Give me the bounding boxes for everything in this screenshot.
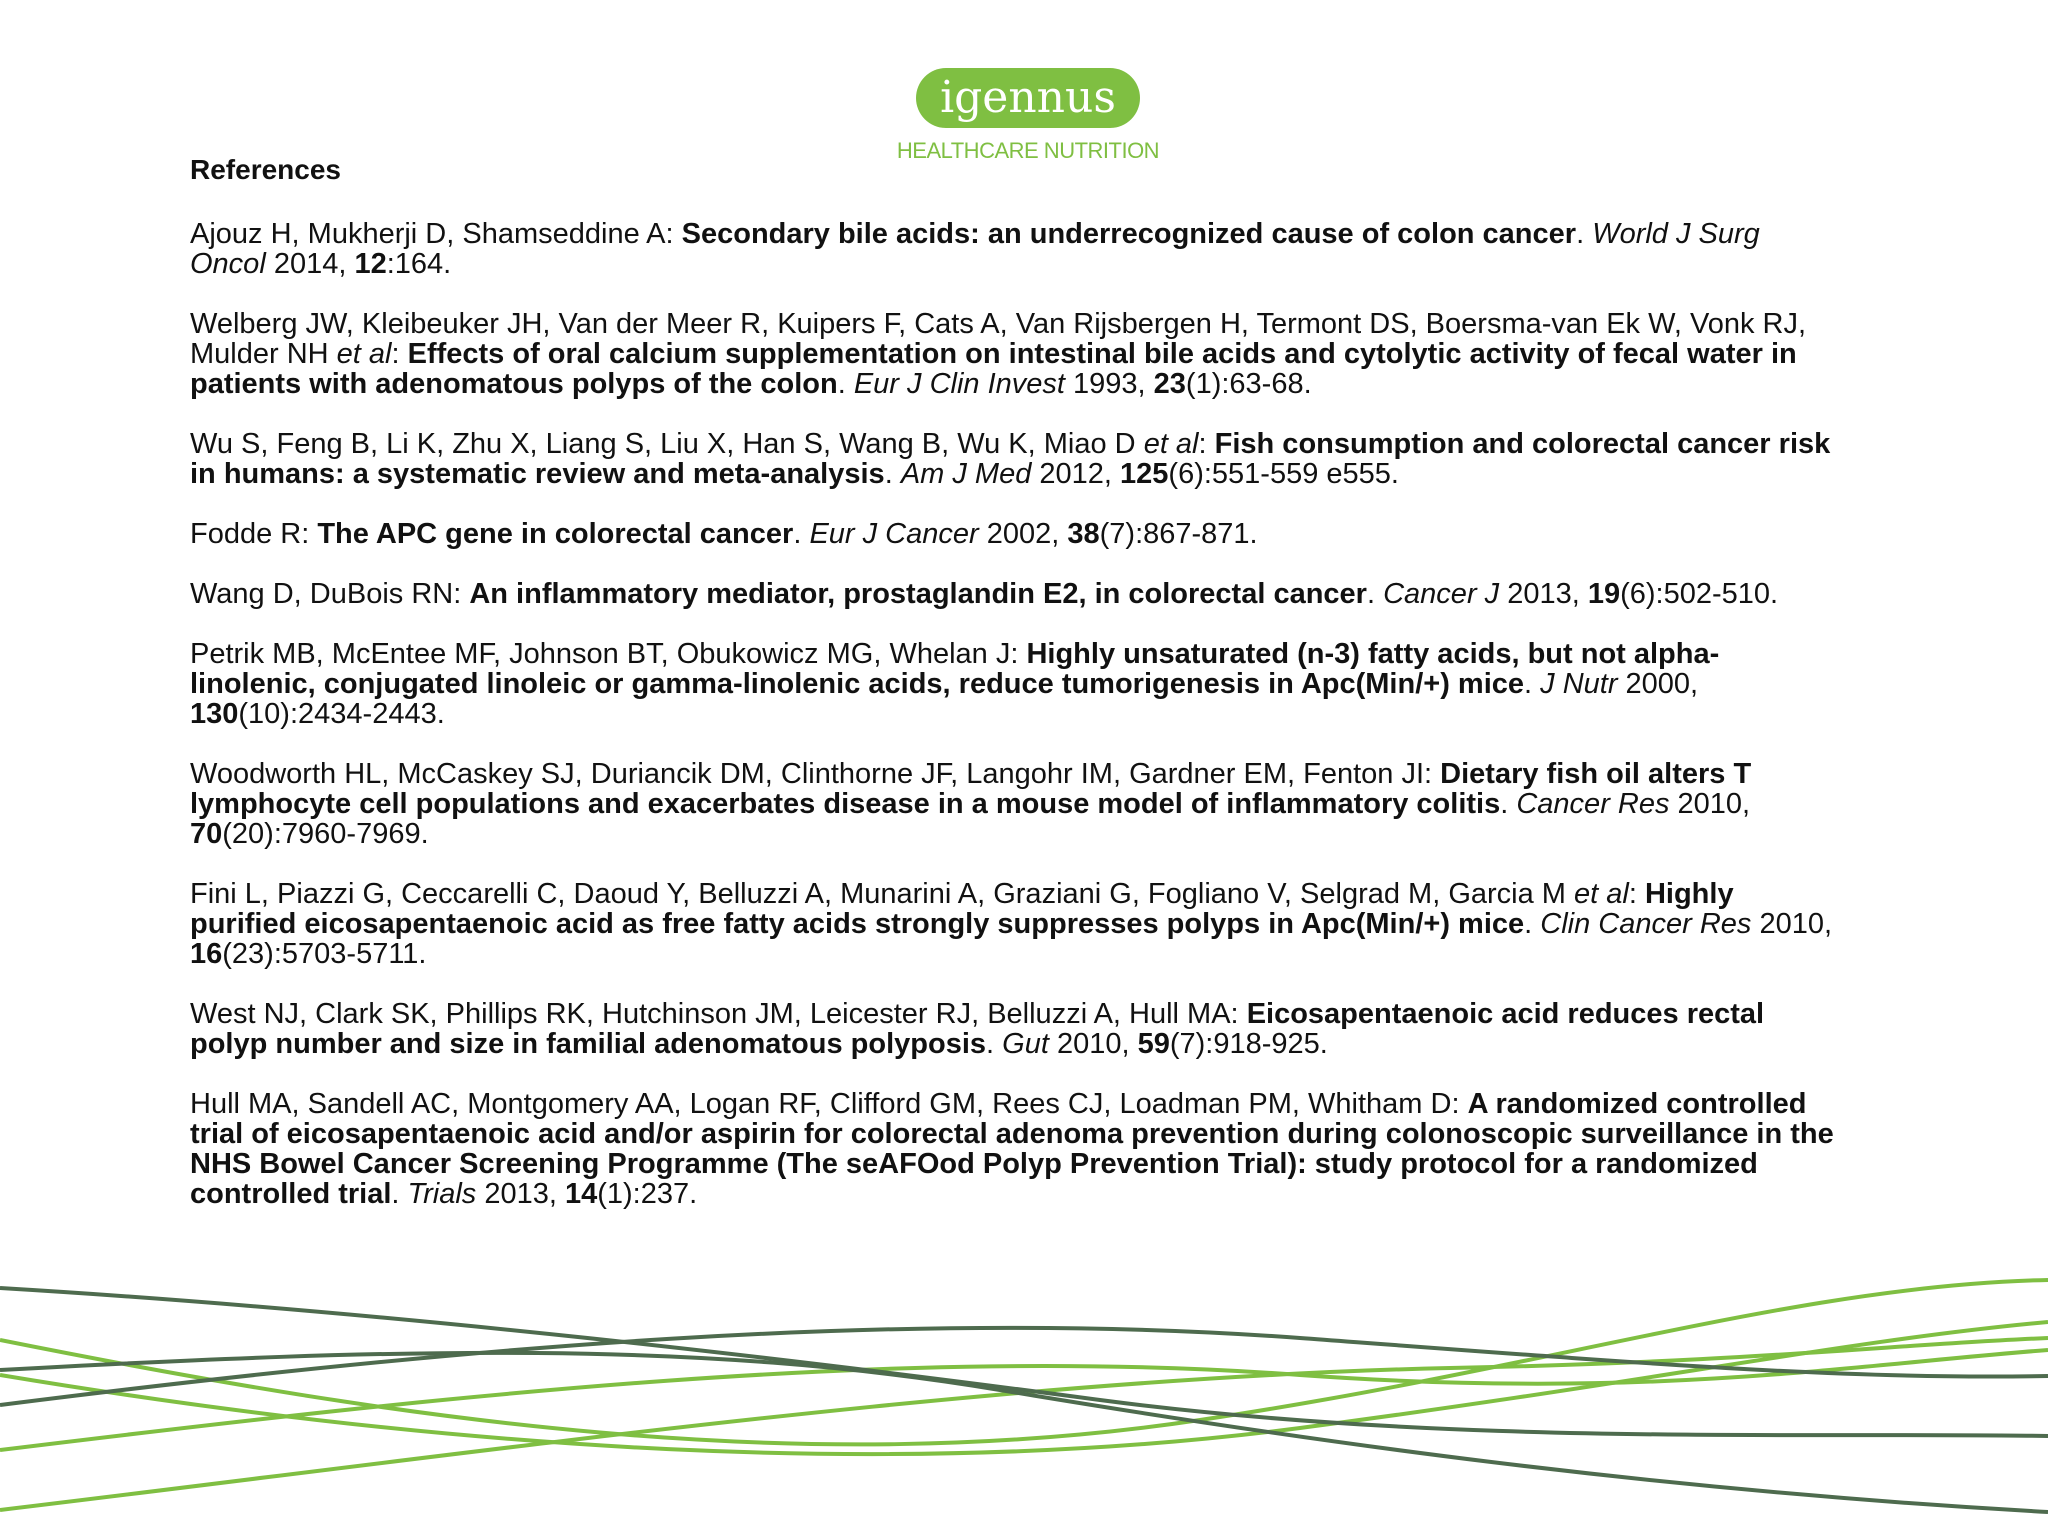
- ref-authors: Ajouz H, Mukherji D, Shamseddine A:: [190, 218, 682, 250]
- ref-title: Effects of oral calcium supplementation on intestinal bile acids and cytolytic activity of fecal water in patients with adenomatous polyps of the colon: [190, 338, 1797, 400]
- references-heading: References: [190, 154, 341, 185]
- ref-separator: .: [391, 1178, 408, 1210]
- ref-year: 2010,: [1751, 908, 1833, 940]
- ref-volume: 38: [1067, 518, 1100, 550]
- ref-etal-suffix: :: [1198, 428, 1215, 460]
- ref-year: 1993,: [1064, 368, 1154, 400]
- ref-pages: (1):63-68.: [1185, 368, 1312, 400]
- ref-authors: Fini L, Piazzi G, Ceccarelli C, Daoud Y, Belluzzi A, Munarini A, Graziani G, Fogliano V, Selgrad M, Garcia M: [190, 878, 1574, 910]
- ref-title: Eicosapentaenoic acid reduces rectal polyp number and size in familial adenomatous polyposis: [190, 998, 1765, 1060]
- ref-journal: Clin Cancer Res: [1540, 908, 1752, 940]
- ref-authors: Wang D, DuBois RN:: [190, 578, 470, 610]
- ref-journal: Eur J Clin Invest: [853, 368, 1065, 400]
- igennus-logo: [868, 68, 1188, 164]
- ref-volume: 23: [1153, 368, 1186, 400]
- ref-separator: .: [1576, 218, 1593, 250]
- ref-pages: (6):502-510.: [1620, 578, 1779, 610]
- ref-pages: (6):551-559 e555.: [1168, 458, 1399, 490]
- ref-title: Highly unsaturated (n-3) fatty acids, but not alpha-linolenic, conjugated linoleic or gamma-linolenic acids, reduce tumorigenesis in Apc(Min/+) mice: [190, 638, 1720, 700]
- reference-item: [190, 1089, 1840, 1209]
- ref-title: An inflammatory mediator, prostaglandin E2, in colorectal cancer: [469, 578, 1367, 610]
- ref-journal: Am J Med: [900, 458, 1032, 490]
- reference-item: [190, 639, 1840, 729]
- reference-item: [190, 579, 1840, 609]
- ref-title: Highly purified eicosapentaenoic acid as free fatty acids strongly suppresses polyps in Apc(Min/+) mice: [190, 878, 1734, 940]
- ref-title: The APC gene in colorectal cancer: [317, 518, 794, 550]
- reference-item: [190, 429, 1840, 489]
- ref-etal-suffix: :: [391, 338, 408, 370]
- decorative-wave-lines: [0, 1250, 2048, 1536]
- ref-journal: Eur J Cancer: [809, 518, 979, 550]
- ref-year: 2013,: [476, 1178, 565, 1210]
- ref-title: Secondary bile acids: an underrecognized cause of colon cancer: [681, 218, 1577, 250]
- ref-year: 2000,: [1617, 668, 1699, 700]
- ref-authors: Welberg JW, Kleibeuker JH, Van der Meer R, Kuipers F, Cats A, Van Rijsbergen H, Termont DS, Boersma-van Ek W, Vonk RJ, Mulder NH: [190, 308, 1807, 370]
- ref-pages: (1):237.: [597, 1178, 698, 1210]
- ref-pages: :164.: [386, 248, 452, 280]
- ref-volume: 16: [190, 938, 223, 970]
- ref-pages: (20):7960-7969.: [222, 818, 429, 850]
- ref-authors: Woodworth HL, McCaskey SJ, Duriancik DM, Clinthorne JF, Langohr IM, Gardner EM, Fenton JI:: [190, 758, 1441, 790]
- ref-journal: Cancer J: [1383, 578, 1500, 610]
- ref-year: 2002,: [978, 518, 1068, 550]
- reference-item: [190, 759, 1840, 849]
- ref-pages: (23):5703-5711.: [222, 938, 427, 970]
- ref-separator: .: [1366, 578, 1384, 610]
- ref-pages: (7):918-925.: [1169, 1028, 1328, 1060]
- ref-year: 2010,: [1669, 788, 1751, 820]
- ref-journal: Trials: [407, 1178, 477, 1210]
- ref-year: 2014,: [265, 248, 355, 280]
- logo-wordmark: igennus: [916, 68, 1140, 128]
- ref-year: 2010,: [1048, 1028, 1138, 1060]
- reference-item: [190, 309, 1840, 399]
- logo-subtitle: HEALTHCARE NUTRITION: [896, 138, 1160, 163]
- reference-item: [190, 999, 1840, 1059]
- ref-volume: 14: [564, 1178, 598, 1210]
- ref-journal: Cancer Res: [1516, 788, 1670, 820]
- ref-authors: West NJ, Clark SK, Phillips RK, Hutchinson JM, Leicester RJ, Belluzzi A, Hull MA:: [190, 998, 1247, 1030]
- reference-list: [190, 219, 1840, 1239]
- ref-volume: 59: [1137, 1028, 1170, 1060]
- ref-year: 2012,: [1031, 458, 1121, 490]
- ref-volume: 130: [190, 698, 239, 730]
- ref-etal: et al: [1143, 428, 1199, 460]
- ref-volume: 19: [1587, 578, 1621, 610]
- ref-separator: .: [884, 458, 901, 490]
- ref-journal: Gut: [1002, 1028, 1049, 1060]
- ref-authors: Wu S, Feng B, Li K, Zhu X, Liang S, Liu X, Han S, Wang B, Wu K, Miao D: [190, 428, 1144, 460]
- ref-separator: .: [793, 518, 810, 550]
- ref-separator: .: [837, 368, 854, 400]
- ref-separator: .: [1524, 668, 1541, 700]
- ref-volume: 125: [1120, 458, 1169, 490]
- ref-pages: (10):2434-2443.: [238, 698, 445, 730]
- ref-authors: Fodde R:: [190, 518, 318, 550]
- ref-separator: .: [986, 1028, 1003, 1060]
- ref-journal: J Nutr: [1540, 668, 1618, 700]
- reference-item: [190, 879, 1840, 969]
- ref-volume: 70: [190, 818, 223, 850]
- ref-separator: .: [1524, 908, 1541, 940]
- ref-etal-suffix: :: [1628, 878, 1645, 910]
- reference-item: [190, 219, 1840, 279]
- ref-authors: Hull MA, Sandell AC, Montgomery AA, Logan RF, Clifford GM, Rees CJ, Loadman PM, Whitham D:: [190, 1088, 1468, 1120]
- ref-title: A randomized controlled trial of eicosapentaenoic acid and/or aspirin for colorectal adenoma prevention during colonoscopic surveillance in the NHS Bowel Cancer Screening Programme (The seAFOod Polyp Prevention Trial): study protocol for a randomized controlled trial: [190, 1088, 1834, 1210]
- ref-journal: World J Surg Oncol: [190, 218, 1760, 280]
- ref-title: Dietary fish oil alters T lymphocyte cell populations and exacerbates disease in a mouse model of inflammatory colitis: [190, 758, 1752, 820]
- reference-item: [190, 519, 1840, 549]
- ref-year: 2013,: [1499, 578, 1588, 610]
- ref-volume: 12: [354, 248, 387, 280]
- ref-etal: et al: [1574, 878, 1629, 910]
- ref-separator: .: [1500, 788, 1517, 820]
- ref-pages: (7):867-871.: [1099, 518, 1258, 550]
- ref-etal: et al: [336, 338, 392, 370]
- ref-authors: Petrik MB, McEntee MF, Johnson BT, Obukowicz MG, Whelan J:: [190, 638, 1027, 670]
- ref-title: Fish consumption and colorectal cancer risk in humans: a systematic review and meta-analysis: [190, 428, 1831, 490]
